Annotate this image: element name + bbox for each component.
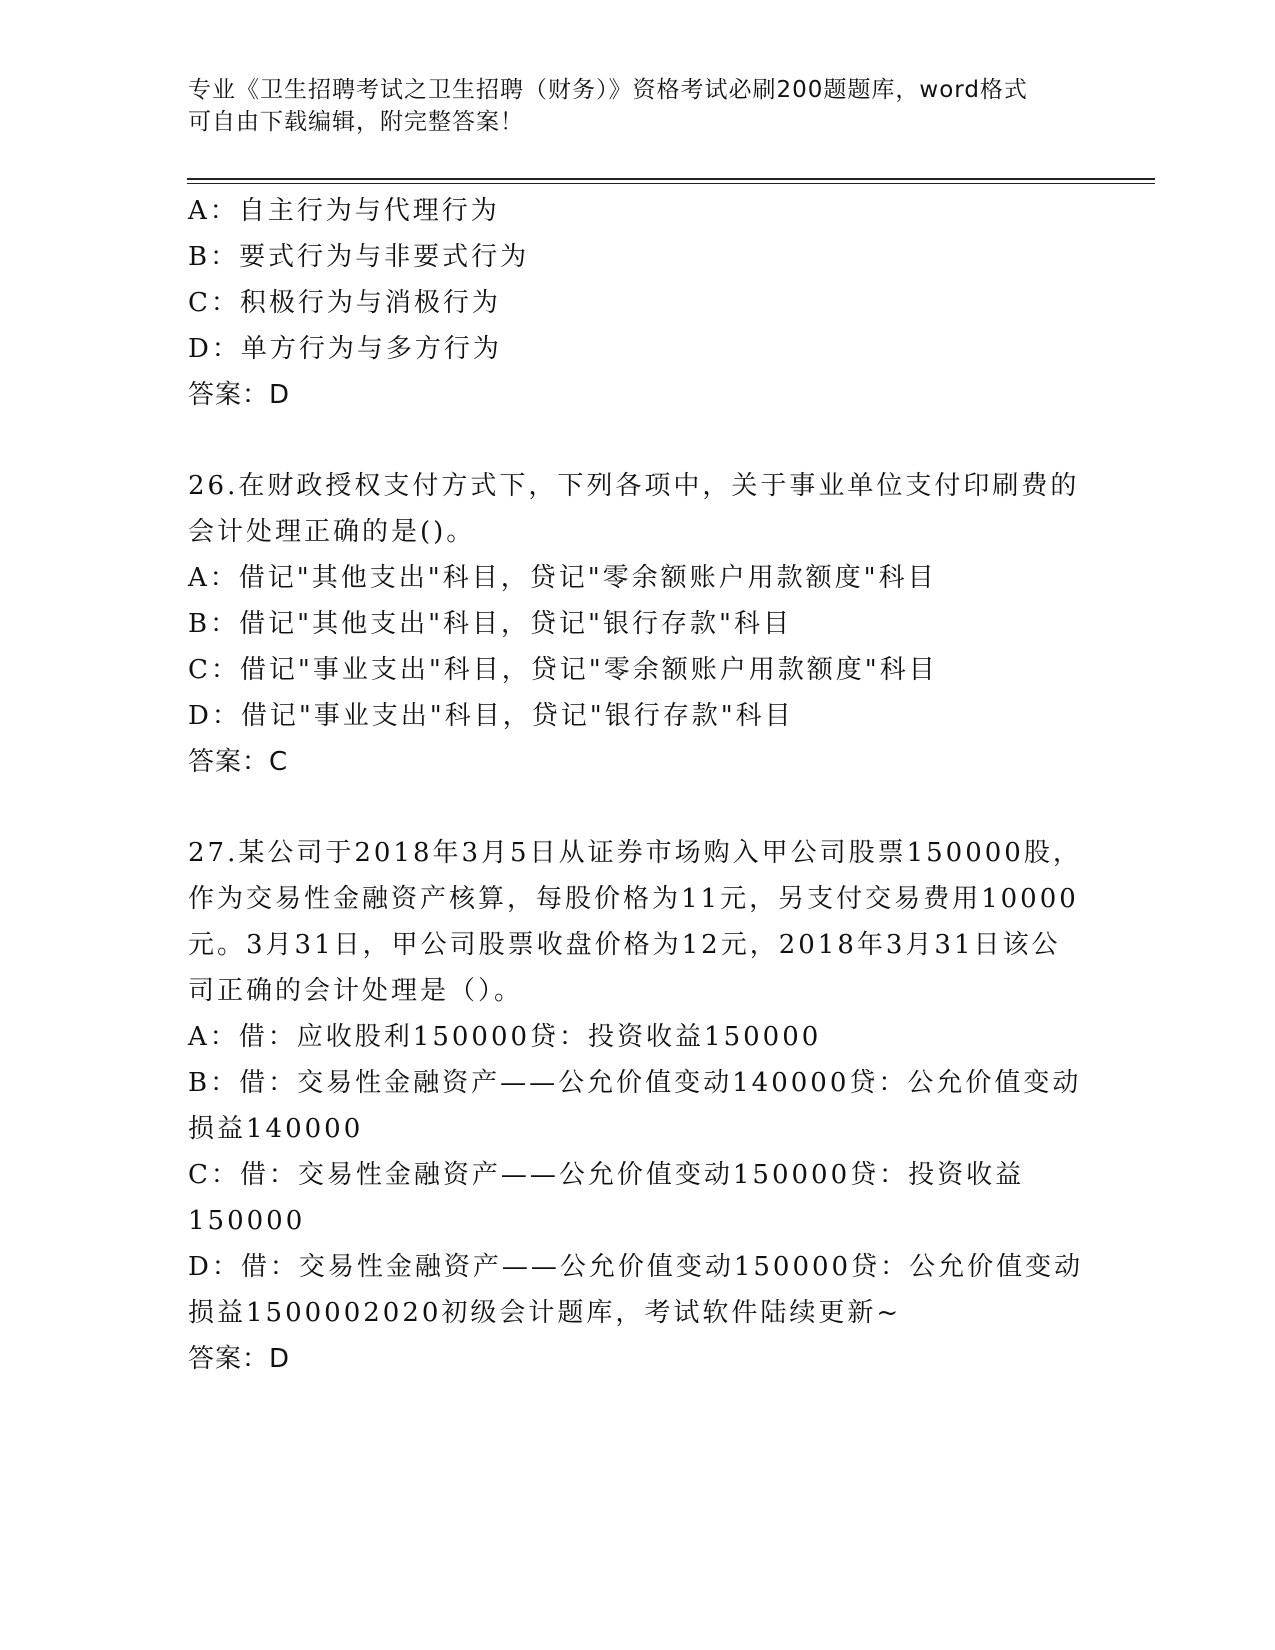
option-a: A：借：应收股利150000贷：投资收益150000 [188,1022,822,1052]
option-a: A：自主行为与代理行为 [188,196,500,226]
question-27-block [188,830,1088,1382]
question-stem: 27.某公司于2018年3月5日从证券市场购入甲公司股票150000股， [188,838,1082,868]
header-line-2: 可自由下载编辑，附完整答案！ [188,109,524,135]
option-d-continued: 损益1500002020初级会计题库，考试软件陆续更新~ [188,1298,902,1328]
question-stem: 司正确的会计处理是（）。 [188,976,524,1006]
header-rule-thick [187,178,1155,180]
question-stem: 会计处理正确的是()。 [188,517,476,547]
option-c: C：借：交易性金融资产——公允价值变动150000贷：投资收益 [188,1160,1025,1190]
header-line-1: 专业《卫生招聘考试之卫生招聘（财务）》资格考试必刷200题题库，word格式 [188,77,1028,103]
question-stem: 作为交易性金融资产核算，每股价格为11元，另支付交易费用10000 [188,884,1079,914]
option-b: B：借：交易性金融资产——公允价值变动140000贷：公允价值变动 [188,1068,1082,1098]
question-content [188,188,1088,1382]
option-c: C：积极行为与消极行为 [188,288,501,318]
spacer [188,418,1088,463]
option-d: D：单方行为与多方行为 [188,334,502,364]
answer: 答案：C [188,747,289,777]
option-c: C：借记"事业支出"科目，贷记"零余额账户用款额度"科目 [188,655,938,685]
page-header [188,74,1068,138]
option-c-continued: 150000 [188,1206,306,1236]
question-26-block [188,463,1088,785]
option-a: A：借记"其他支出"科目，贷记"零余额账户用款额度"科目 [188,563,937,593]
answer: 答案：D [188,380,291,410]
question-stem: 元。3月31日，甲公司股票收盘价格为12元，2018年3月31日该公 [188,930,1061,960]
question-stem: 26.在财政授权支付方式下，下列各项中，关于事业单位支付印刷费的 [188,471,1080,501]
question-25-block [188,188,1088,418]
option-d: D：借记"事业支出"科目，贷记"银行存款"科目 [188,701,794,731]
option-b: B：要式行为与非要式行为 [188,242,530,272]
answer: 答案：D [188,1344,291,1374]
spacer [188,785,1088,830]
option-b: B：借记"其他支出"科目，贷记"银行存款"科目 [188,609,792,639]
option-b-continued: 损益140000 [188,1114,364,1144]
header-rule-thin [187,183,1155,184]
option-d: D：借：交易性金融资产——公允价值变动150000贷：公允价值变动 [188,1252,1084,1282]
